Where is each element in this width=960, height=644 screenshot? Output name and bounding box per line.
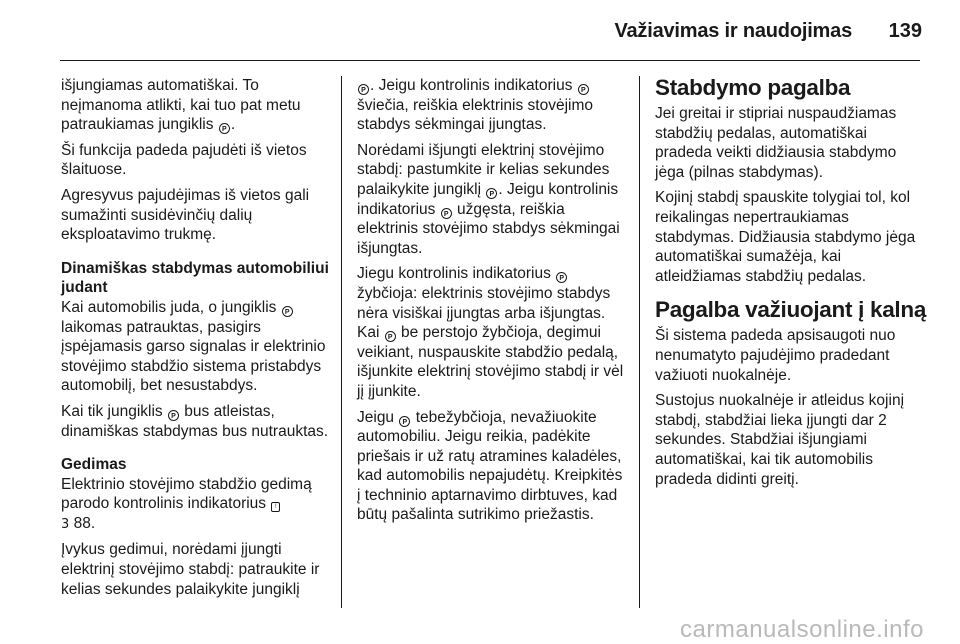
parking-brake-icon: P bbox=[219, 123, 230, 134]
paragraph: Sustojus nuokalnėje ir atleidus kojinį stabdį, stabdžiai lieka įjungti dar 2 sekundes. Stabdžiai išjungiami automatiškai, kai tik automobilis pradeda didinti greitį. bbox=[655, 392, 905, 488]
text: Elektrinio stovėjimo stabdžio gedimą parodo kontrolinis indikatorius bbox=[61, 475, 312, 513]
column-1 bbox=[61, 76, 333, 605]
paragraph bbox=[61, 475, 333, 535]
section-title-brake-assist: Stabdymo pagalba bbox=[655, 75, 851, 100]
paragraph bbox=[357, 408, 629, 526]
subheading-dynamic-braking: Dinamiškas stabdymas automobiliui judant bbox=[61, 259, 329, 297]
parking-brake-icon: P bbox=[486, 188, 497, 199]
paragraph: Jei greitai ir stipriai nuspaudžiamas stabdžių pedalas, automatiškai pradeda veikti didžiausia stabdymo jėga (pilnas stabdymas). bbox=[655, 105, 897, 181]
text: Kai tik jungiklis bbox=[61, 402, 163, 420]
parking-brake-icon: P bbox=[168, 410, 179, 421]
text: . bbox=[230, 116, 236, 134]
header-rule bbox=[60, 60, 920, 61]
parking-brake-icon: P bbox=[556, 272, 567, 283]
watermark: carmanualsonline.info bbox=[680, 616, 924, 643]
paragraph bbox=[61, 76, 333, 135]
page-reference[interactable]: 88. bbox=[73, 514, 96, 532]
text: . Jeigu kontrolinis indikatorius bbox=[357, 180, 619, 218]
text: Jiegu kontrolinis indikatorius bbox=[357, 265, 551, 283]
page-header bbox=[0, 0, 960, 62]
paragraph: Ši sistema padeda apsisaugoti nuo nenumatyto pajudėjimo pradedant važiuoti nuokalnėje. bbox=[655, 327, 896, 384]
paragraph: Įvykus gedimui, norėdami įjungti elektrinį stovėjimo stabdį: patraukite ir kelias sekundes palaikykite jungiklį bbox=[61, 541, 320, 598]
text: tebežybčioja, nevažiuokite automobiliu. Jeigu reikia, padėkite priešais ir už ratų atramines kaladėles, kad automobilis nepajudėtų. Kreipkitės į techninio aptarnavimo dirbtuves, kad būtų pašalinta sutrikimo priežastis. bbox=[357, 408, 623, 524]
text: Kai automobilis juda, o jungiklis bbox=[61, 298, 277, 316]
paragraph bbox=[61, 402, 333, 441]
text: Jeigu bbox=[357, 408, 395, 426]
parking-brake-icon: P bbox=[399, 416, 410, 427]
header-title: Važiavimas ir naudojimas bbox=[614, 20, 852, 42]
text: bus atleistas, dinamiškas stabdymas bus nutrauktas. bbox=[61, 402, 329, 440]
text: žybčioja: elektrinis stovėjimo stabdys nėra visiškai įjungtas arba išjungtas. Kai bbox=[357, 284, 611, 342]
paragraph: Ši funkcija padeda pajudėti iš vietos šlaituose. bbox=[61, 141, 307, 179]
column-divider-1 bbox=[341, 76, 342, 608]
text: šviečia, reiškia elektrinis stovėjimo stabdys sėkmingai įjungtas. bbox=[357, 96, 594, 134]
paragraph bbox=[357, 141, 629, 259]
brake-fault-icon: ! bbox=[271, 502, 280, 512]
text: be perstojo žybčioja, degimui veikiant, nuspauskite stabdžio pedalą, išjunkite elektrinį stovėjimo stabdį ir vėl jį įjunkite. bbox=[357, 324, 624, 400]
text: Norėdami išjungti elektrinį stovėjimo stabdį: pastumkite ir kelias sekundes palaikykite jungiklį bbox=[357, 141, 610, 198]
parking-brake-icon: P bbox=[578, 84, 589, 95]
subheading-fault: Gedimas bbox=[61, 456, 127, 474]
page-reference-arrow[interactable]: 3 bbox=[61, 516, 70, 532]
column-divider-2 bbox=[639, 76, 640, 608]
column-2 bbox=[357, 76, 629, 531]
text: išjungiamas automatiškai. To neįmanoma atlikti, kai tuo pat metu patraukiamas jungiklis bbox=[61, 77, 301, 134]
paragraph bbox=[357, 264, 629, 401]
paragraph: Kojinį stabdį spauskite tolygiai tol, kol reikalingas nepertraukiamas stabdymas. Didžiausia stabdymo jėga automatiškai sumažėja, kai atleidžiamas stabdžių pedalas. bbox=[655, 189, 916, 285]
paragraph bbox=[357, 76, 629, 135]
page-number: 139 bbox=[888, 20, 922, 42]
paragraph: Agresyvus pajudėjimas iš vietos gali sumažinti susidėvinčių dalių eksploatavimo trukmę. bbox=[61, 186, 310, 244]
parking-brake-icon: P bbox=[385, 331, 396, 342]
parking-brake-icon: P bbox=[441, 208, 452, 219]
column-3 bbox=[655, 76, 927, 495]
text: . Jeigu kontrolinis indikatorius bbox=[370, 77, 573, 94]
parking-brake-icon: P bbox=[282, 306, 293, 317]
text: laikomas patrauktas, pasigirs įspėjamasis garso signalas ir elektrinio stovėjimo stabdžio sistema pristabdys automobilį, bet nesustabdys. bbox=[61, 318, 326, 395]
parking-brake-icon: P bbox=[358, 84, 369, 95]
paragraph bbox=[61, 298, 333, 396]
text: užgęsta, reiškia elektrinis stovėjimo stabdys sėkmingai išjungtas. bbox=[357, 200, 620, 257]
section-title-hill-start-assist: Pagalba važiuojant į kalną bbox=[655, 297, 927, 323]
